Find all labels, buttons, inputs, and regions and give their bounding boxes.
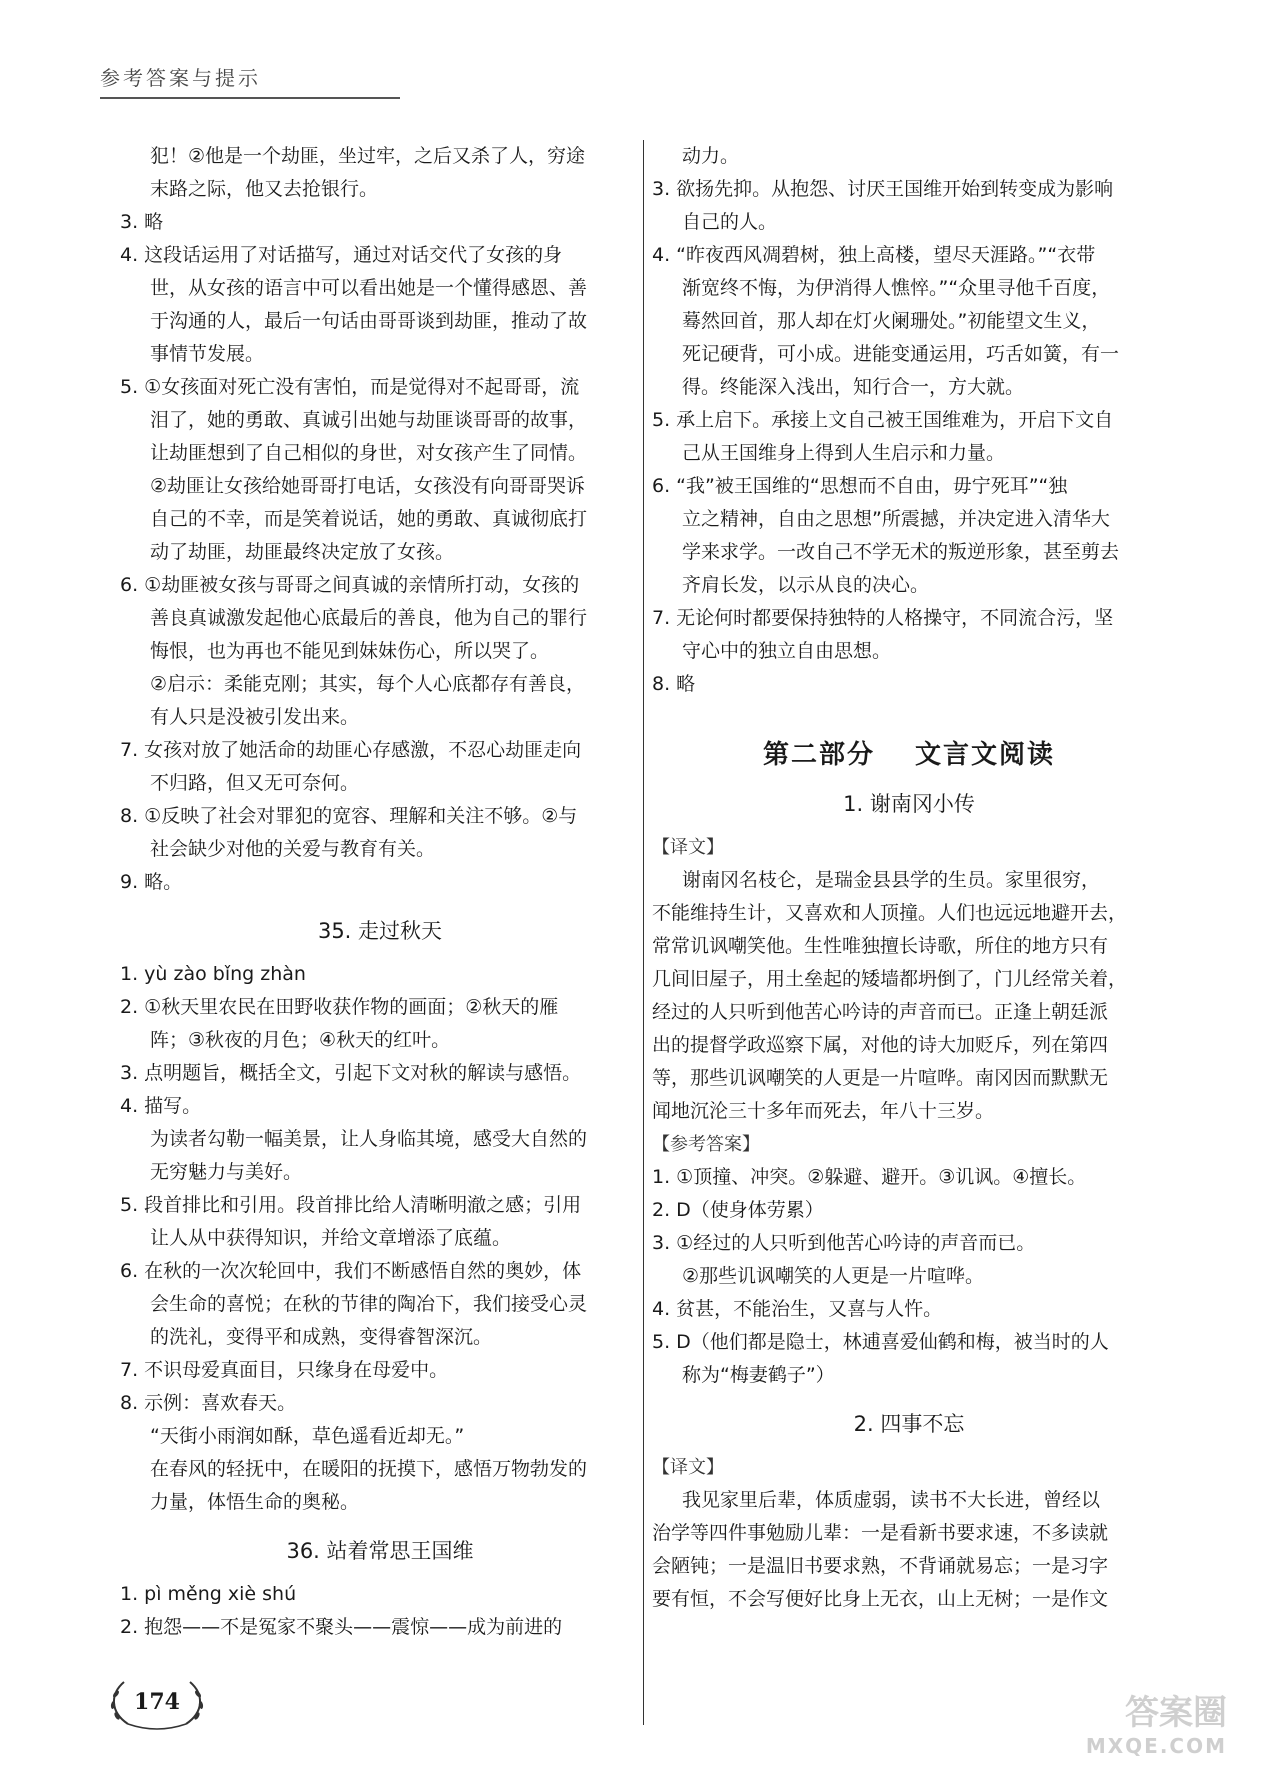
text-line: 社会缺少对他的关爱与教育有关。 <box>150 838 436 860</box>
text-line: 立之精神，自由之思想”所震撼，并决定进入清华大 <box>682 508 1110 530</box>
text-line: ②启示：柔能克刚；其实，每个人心底都存有善良， <box>150 673 586 695</box>
page-number <box>102 1672 212 1732</box>
watermark-url: MXQE.COM <box>1085 1734 1227 1758</box>
text-line: 7. 女孩对放了她活命的劫匪心存感激，不忍心劫匪走向 <box>120 739 582 761</box>
text-line: 谢南冈名枝仑，是瑞金县县学的生员。家里很穷， <box>682 869 1101 891</box>
text-line: ②劫匪让女孩给她哥哥打电话，女孩没有向哥哥哭诉 <box>150 475 586 497</box>
text-line: 2. ①秋天里农民在田野收获作物的画面；②秋天的雁 <box>120 996 559 1018</box>
text-line: 自己的人。 <box>682 211 778 233</box>
text-line: 8. 略 <box>652 673 696 695</box>
text-line: 4. “昨夜西风凋碧树，独上高楼，望尽天涯路。”“衣带 <box>652 244 1096 266</box>
running-header: 参考答案与提示 <box>100 62 400 99</box>
text-line: 死记硬背，可小成。进能变通运用，巧舌如簧，有一 <box>682 343 1120 365</box>
subheading-label: 【译文】 <box>652 1457 724 1478</box>
text-line: 阵；③秋夜的月色；④秋天的红叶。 <box>150 1029 451 1051</box>
text-line: 在春风的轻抚中，在暖阳的抚摸下，感悟万物勃发的 <box>150 1458 588 1480</box>
text-line: 动了劫匪，劫匪最终决定放了女孩。 <box>150 541 455 563</box>
text-line: 经过的人只听到他苦心吟诗的声音而已。正逢上朝廷派 <box>652 1001 1109 1023</box>
text-line: 不能维持生计，又喜欢和人顶撞。人们也远远地避开去， <box>652 902 1128 924</box>
text-line: 4. 描写。 <box>120 1095 202 1117</box>
text-line: 闻地沉沦三十多年而死去，年八十三岁。 <box>652 1100 995 1122</box>
text-line: 3. ①经过的人只听到他苦心吟诗的声音而已。 <box>652 1232 1036 1254</box>
text-line: 会生命的喜悦；在秋的节律的陶冶下，我们接受心灵 <box>150 1293 588 1315</box>
left-column <box>120 140 640 1644</box>
text-line: 1. ①顶撞、冲突。②躲避、避开。③讥讽。④擅长。 <box>652 1166 1087 1188</box>
text-line: 悔恨，也为再也不能见到妹妹伤心，所以哭了。 <box>150 640 550 662</box>
text-line: 1. pì měng xiè shú <box>120 1583 297 1605</box>
text-line: 5. 段首排比和引用。段首排比给人清晰明澈之感；引用 <box>120 1194 582 1216</box>
text-line: 1. yù zào bǐng zhàn <box>120 963 306 985</box>
text-line: 2. 抱怨——不是冤家不聚头——震惊——成为前进的 <box>120 1616 563 1638</box>
text-line: 学来求学。一改自己不学无术的叛逆形象，甚至剪去 <box>682 541 1120 563</box>
section-title: 2. 四事不忘 <box>853 1412 965 1436</box>
text-line: ②那些讥讽嘲笑的人更是一片喧哗。 <box>682 1265 985 1287</box>
text-line: 要有恒，不会写便好比身上无衣，山上无树；一是作文 <box>652 1588 1109 1610</box>
text-line: 事情节发展。 <box>150 343 265 365</box>
text-line: 7. 无论何时都要保持独特的人格操守，不同流合污，坚 <box>652 607 1114 629</box>
laurel-wreath-icon <box>102 1672 212 1732</box>
text-line: 几间旧屋子，用土垒起的矮墙都坍倒了，门儿经常关着， <box>652 968 1128 990</box>
text-line: 无穷魅力与美好。 <box>150 1161 303 1183</box>
text-line: 让人从中获得知识，并给文章增添了底蕴。 <box>150 1227 512 1249</box>
text-line: “天街小雨润如酥，草色遥看近却无。” <box>150 1425 465 1447</box>
text-line: 泪了，她的勇敢、真诚引出她与劫匪谈哥哥的故事， <box>150 409 588 431</box>
section-title: 36. 站着常思王国维 <box>286 1539 474 1563</box>
text-line: 自己的不幸，而是笑着说话，她的勇敢、真诚彻底打 <box>150 508 588 530</box>
text-line: 蓦然回首，那人却在灯火阑珊处。”初能望文生义， <box>682 310 1101 332</box>
text-line: 世，从女孩的语言中可以看出她是一个懂得感恩、善 <box>150 277 588 299</box>
subheading-label: 【参考答案】 <box>652 1134 760 1155</box>
text-line: 不归路，但又无可奈何。 <box>150 772 360 794</box>
text-line: 4. 贫甚，不能治生，又喜与人忤。 <box>652 1298 943 1320</box>
text-line: 于沟通的人，最后一句话由哥哥谈到劫匪，推动了故 <box>150 310 588 332</box>
text-line: 会陋钝；一是温旧书要求熟，不背诵就易忘；一是习字 <box>652 1555 1109 1577</box>
page-number-text: 174 <box>134 1689 180 1715</box>
text-line: 为读者勾勒一幅美景，让人身临其境，感受大自然的 <box>150 1128 588 1150</box>
part-title: 第二部分 文言文阅读 <box>762 740 1056 770</box>
text-line: 5. ①女孩面对死亡没有害怕，而是觉得对不起哥哥，流 <box>120 376 580 398</box>
text-line: 守心中的独立自由思想。 <box>682 640 892 662</box>
text-line: 8. ①反映了社会对罪犯的宽容、理解和关注不够。②与 <box>120 805 578 827</box>
text-line: 有人只是没被引发出来。 <box>150 706 360 728</box>
text-line: 9. 略。 <box>120 871 183 893</box>
section-title: 1. 谢南冈小传 <box>843 792 975 816</box>
watermark-text: 答案圈 <box>1125 1693 1227 1733</box>
text-line: 7. 不识母爱真面目，只缘身在母爱中。 <box>120 1359 449 1381</box>
text-line: 6. ①劫匪被女孩与哥哥之间真诚的亲情所打动，女孩的 <box>120 574 580 596</box>
text-line: 2. D（使身体劳累） <box>652 1199 824 1221</box>
text-line: 力量，体悟生命的奥秘。 <box>150 1491 360 1513</box>
text-line: 5. D（他们都是隐士，林逋喜爱仙鹤和梅，被当时的人 <box>652 1331 1109 1353</box>
text-line: 5. 承上启下。承接上文自己被王国维难为，开启下文自 <box>652 409 1114 431</box>
subheading-label: 【译文】 <box>652 837 724 858</box>
text-line: 8. 示例：喜欢春天。 <box>120 1392 297 1414</box>
watermark <box>997 1685 1227 1765</box>
text-line: 善良真诚激发起他心底最后的善良，他为自己的罪行 <box>150 607 588 629</box>
text-line: 的洗礼，变得平和成熟，变得睿智深沉。 <box>150 1326 493 1348</box>
text-line: 6. 在秋的一次次轮回中，我们不断感悟自然的奥妙，体 <box>120 1260 582 1282</box>
text-line: 4. 这段话运用了对话描写，通过对话交代了女孩的身 <box>120 244 563 266</box>
text-line: 末路之际，他又去抢银行。 <box>150 178 379 200</box>
text-line: 己从王国维身上得到人生启示和力量。 <box>682 442 1006 464</box>
text-line: 治学等四件事勉励儿辈：一是看新书要求速，不多读就 <box>652 1522 1109 1544</box>
section-title: 35. 走过秋天 <box>317 919 443 943</box>
text-line: 常常讥讽嘲笑他。生性唯独擅长诗歌，所住的地方只有 <box>652 935 1109 957</box>
text-line: 3. 点明题旨，概括全文，引起下文对秋的解读与感悟。 <box>120 1062 582 1084</box>
text-line: 3. 略 <box>120 211 164 233</box>
text-line: 动力。 <box>682 145 740 167</box>
text-line: 我见家里后辈，体质虚弱，读书不大长进，曾经以 <box>682 1489 1101 1511</box>
text-line: 让劫匪想到了自己相似的身世，对女孩产生了同情。 <box>150 442 588 464</box>
column-divider <box>643 140 644 1725</box>
right-column <box>652 140 1166 1616</box>
text-line: 渐宽终不悔，为伊消得人憔悴。”“众里寻他千百度， <box>682 277 1111 299</box>
text-line: 出的提督学政巡察下属，对他的诗大加贬斥，列在第四 <box>652 1034 1109 1056</box>
text-line: 犯！②他是一个劫匪，坐过牢，之后又杀了人，穷途 <box>150 145 586 167</box>
text-line: 称为“梅妻鹤子”） <box>682 1364 835 1386</box>
text-line: 3. 欲扬先抑。从抱怨、讨厌王国维开始到转变成为影响 <box>652 178 1114 200</box>
text-line: 齐肩长发，以示从良的决心。 <box>682 574 930 596</box>
text-line: 6. “我”被王国维的“思想而不自由，毋宁死耳”“独 <box>652 475 1068 497</box>
text-line: 得。终能深入浅出，知行合一，方大就。 <box>682 376 1025 398</box>
text-line: 等，那些讥讽嘲笑的人更是一片喧哗。南冈因而默默无 <box>652 1067 1109 1089</box>
